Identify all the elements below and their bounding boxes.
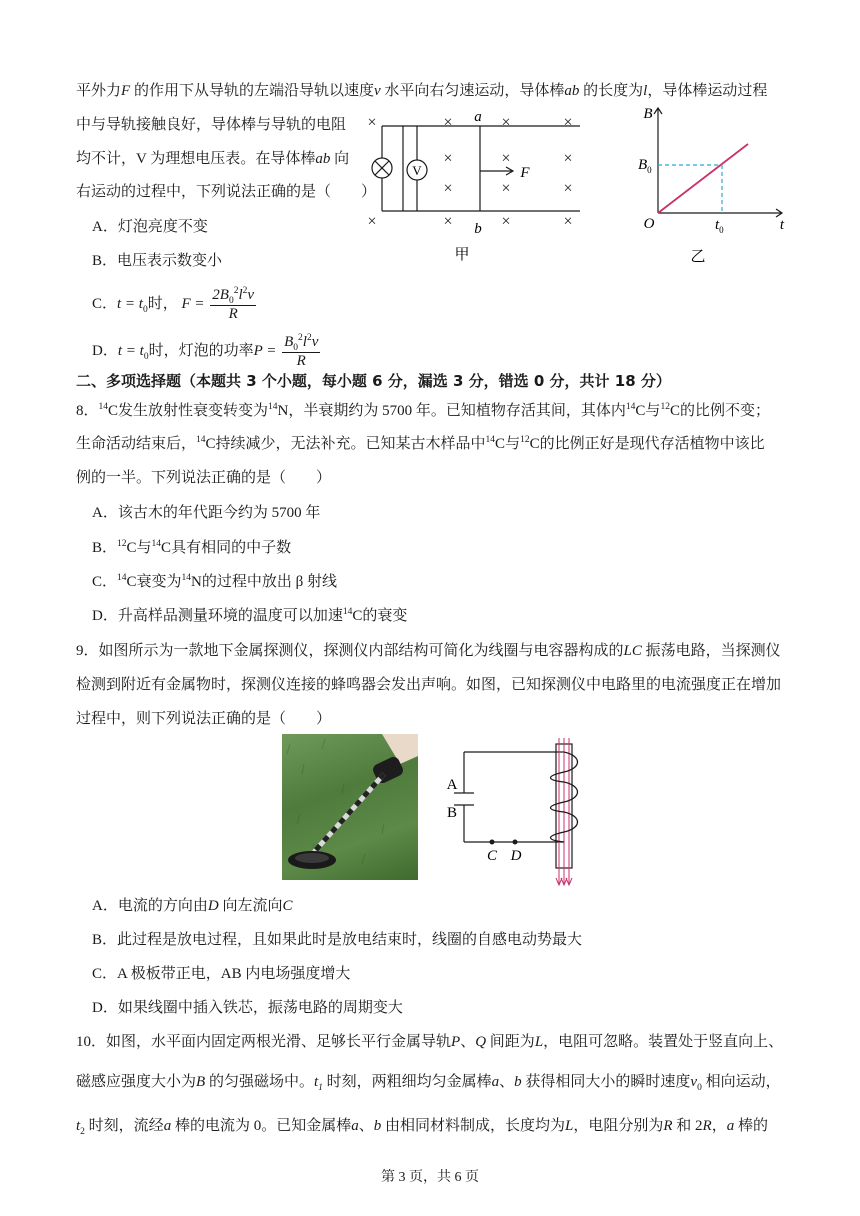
- point-d-label: D: [510, 848, 522, 864]
- q7-line1: 平外力F 的作用下从导轨的左端沿导轨以速度v 水平向右匀速运动，导体棒ab 的长度为l，导体棒运动过程: [76, 83, 768, 99]
- q7-option-d: D．$t = t_0$时，灯泡的功率P = $\frac{B_0^2l^2v}{R}$: [92, 333, 319, 369]
- graph-line: [658, 144, 748, 213]
- rod-end-b: b: [474, 221, 482, 237]
- q7-option-c-fraction: $\frac{2B_0^2l^2v}{R}$: [212, 286, 255, 322]
- q7-option-d-fraction: $\frac{B_0^2l^2v}{R}$: [284, 333, 319, 369]
- q9-lc-circuit: [442, 736, 592, 896]
- svg-text:×: ×: [443, 213, 453, 230]
- bulb-icon: [372, 158, 392, 178]
- svg-text:×: ×: [563, 180, 573, 197]
- field-crosses: [367, 114, 572, 230]
- svg-text:×: ×: [563, 213, 573, 230]
- graph-t0-label: $t_0$: [715, 217, 724, 235]
- q9-option-c: C．A 极板带正电，AB 内电场强度增大: [92, 966, 351, 982]
- q10-line1: 10．如图，水平面内固定两根光滑、足够长平行金属导轨P、Q 间距为L，电阻可忽略。装置处于竖直向上、: [76, 1034, 784, 1050]
- q7-line4: 右运动的过程中，下列说法正确的是（ ）: [76, 184, 377, 200]
- svg-text:×: ×: [443, 180, 453, 197]
- svg-text:×: ×: [501, 150, 511, 167]
- q7-figure-jia: [360, 108, 600, 268]
- q8-option-d: D．升高样品测量环境的温度可以加速$^{14}$C的衰变: [92, 607, 408, 624]
- graph-axis-b: B: [643, 106, 653, 122]
- metal-detector-photo: [282, 734, 418, 880]
- q8-option-c: C．$^{14}$C衰变为$^{14}$N的过程中放出 β 射线: [92, 573, 338, 590]
- svg-text:×: ×: [501, 213, 511, 230]
- point-c-label: C: [486, 848, 498, 864]
- svg-text:×: ×: [501, 180, 511, 197]
- q7-line3: 均不计，V 为理想电压表。在导体棒ab 向: [76, 151, 350, 167]
- graph-b0-label: $B_0$: [638, 157, 652, 175]
- q10-line3: $t_2$ 时刻，流经a 棒的电流为 0。已知金属棒a、b 由相同材料制成，长度均为L，电阻分别为R 和 2R，a 棒的: [76, 1118, 768, 1137]
- q8-option-b: B．$^{12}$C与$^{14}$C具有相同的中子数: [92, 539, 292, 556]
- figure-yi-caption: 乙: [690, 249, 706, 265]
- q9-line2: 检测到附近有金属物时，探测仪连接的蜂鸣器会发出声响。如图，已知探测仪中电路里的电流强度正在增加: [76, 677, 782, 693]
- q7-line2: 中与导轨接触良好，导体棒与导轨的电阻: [76, 117, 347, 133]
- q7-option-b: B．电压表示数变小: [92, 253, 223, 269]
- capacitor-plate-a: A: [446, 777, 458, 793]
- q9-option-d: D．如果线圈中插入铁芯，振荡电路的周期变大: [92, 1000, 403, 1016]
- q9-line1: 9．如图所示为一款地下金属探测仪，探测仪内部结构可简化为线圈与电容器构成的LC 振荡电路，当探测仪: [76, 643, 781, 659]
- voltmeter-label: V: [412, 163, 422, 178]
- graph-axis-t: t: [779, 217, 785, 233]
- svg-text:×: ×: [443, 150, 453, 167]
- q7-option-a: A．灯泡亮度不变: [92, 219, 208, 235]
- svg-text:×: ×: [443, 114, 453, 131]
- q9-option-a: A．电流的方向由D 向左流向C: [92, 898, 293, 914]
- figure-jia-caption: 甲: [454, 247, 470, 263]
- q8-line2: 生命活动结束后，$^{14}$C持续减少，无法补充。已知某古木样品中$^{14}$C与$^{12}$C的比例正好是现代存活植物中该比: [76, 435, 765, 452]
- q8-line1: 8．$^{14}$C发生放射性衰变转变为$^{14}$N，半衰期约为 5700 年。已知植物存活其间，其体内$^{14}$C与$^{12}$C的比例不变；: [76, 402, 770, 419]
- force-label: F: [520, 165, 530, 181]
- svg-text:×: ×: [367, 114, 377, 131]
- q9-option-b: B．此过程是放电过程，且如果此时是放电结束时，线圈的自感电动势最大: [92, 932, 583, 948]
- rod-end-a: a: [474, 109, 482, 125]
- q7-option-c: C．$t = t_0$时， F = $\frac{2B_0^2l^2v}{R}$: [92, 286, 255, 322]
- svg-text:×: ×: [563, 150, 573, 167]
- svg-text:×: ×: [563, 114, 573, 131]
- q7-figure-yi: [632, 96, 792, 266]
- svg-text:×: ×: [367, 213, 377, 230]
- section-2-header: 二、多项选择题（本题共 3 个小题，每小题 6 分，漏选 3 分，错选 0 分，共计 18 分）: [76, 372, 671, 390]
- voltmeter-icon: [407, 160, 427, 180]
- page-footer: 第 3 页，共 6 页: [381, 1170, 479, 1185]
- q10-line2: 磁感应强度大小为B 的匀强磁场中。$t_1$ 时刻，两粗细均匀金属棒a、b 获得相同大小的瞬时速度$v_0$ 相向运动，: [76, 1074, 781, 1093]
- q9-line3: 过程中，则下列说法正确的是（ ）: [76, 711, 332, 727]
- q8-option-a: A．该古木的年代距今约为 5700 年: [92, 505, 321, 521]
- svg-text:×: ×: [501, 114, 511, 131]
- graph-origin: O: [643, 216, 655, 232]
- q8-line3: 例的一半。下列说法正确的是（ ）: [76, 470, 332, 486]
- capacitor-plate-b: B: [446, 805, 458, 821]
